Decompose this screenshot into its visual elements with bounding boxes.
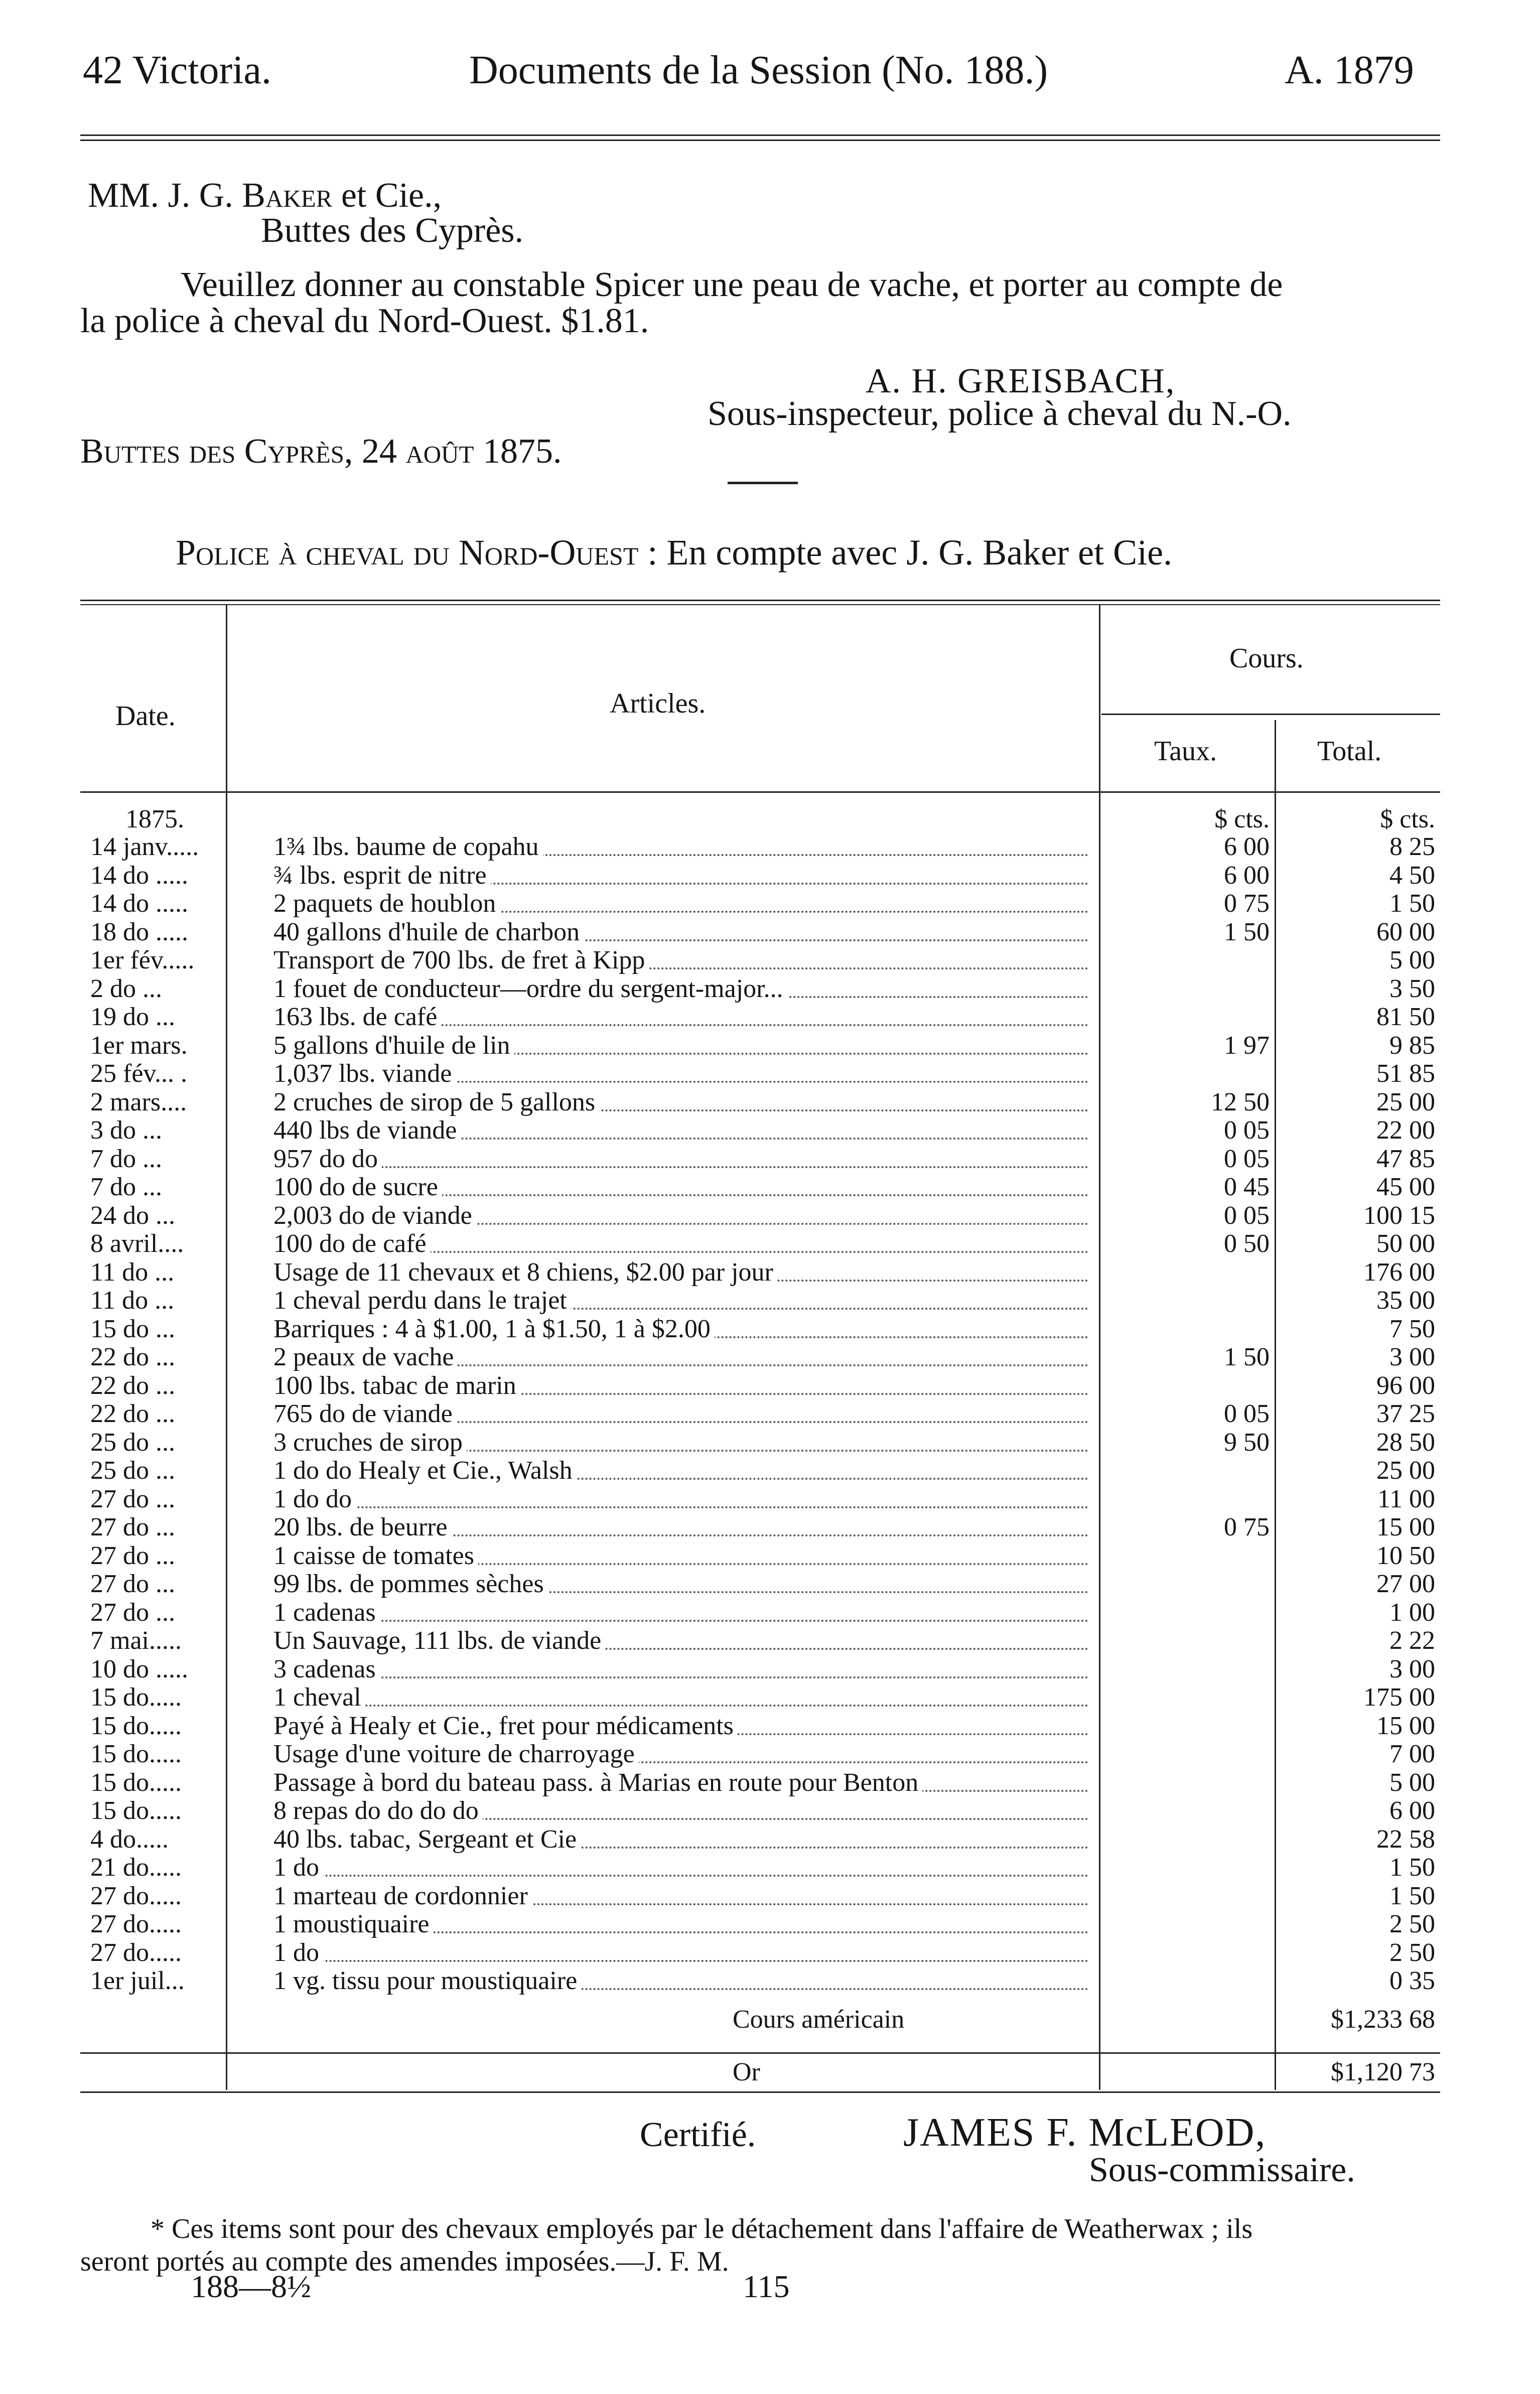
row-article	[273, 1003, 1091, 1031]
row-article	[273, 1740, 1091, 1768]
row-taux: 0 05	[1224, 1116, 1270, 1145]
letter-signer: A. H. GREISBACH,	[866, 362, 1176, 400]
row-article-text: 3 cruches de sirop	[273, 1429, 467, 1457]
table-row	[0, 1173, 1540, 1201]
row-total: 3 00	[1389, 1654, 1435, 1683]
table-row	[0, 1315, 1540, 1343]
row-article-text: 1 moustiquaire	[273, 1910, 434, 1938]
row-date: 27 do.....	[90, 1910, 182, 1938]
row-article	[273, 1116, 1091, 1145]
page-number: 115	[743, 2269, 790, 2304]
table-row	[0, 1400, 1540, 1428]
table-row	[0, 1429, 1540, 1457]
row-total: 2 50	[1389, 1938, 1435, 1967]
table-row	[0, 1060, 1540, 1088]
row-date: 21 do.....	[90, 1853, 182, 1882]
row-total: 28 50	[1376, 1428, 1435, 1457]
table-row	[0, 918, 1540, 946]
row-total: 37 25	[1376, 1399, 1435, 1428]
row-article-text: 100 lbs. tabac de marin	[273, 1372, 520, 1400]
row-total: 1 50	[1389, 1881, 1435, 1910]
table-row	[0, 1599, 1540, 1627]
letter-place-date: Buttes des Cyprès, 24 août 1875.	[80, 432, 562, 471]
row-article	[273, 1627, 1091, 1655]
row-article-text: 40 gallons d'huile de charbon	[273, 918, 584, 946]
row-date: 14 janv.....	[90, 832, 199, 861]
gold-total-label: Or	[733, 2058, 760, 2086]
row-total: 25 00	[1376, 1087, 1435, 1116]
row-taux: 1 50	[1224, 1343, 1270, 1371]
running-head-left: 42 Victoria.	[83, 48, 271, 92]
row-total: 4 50	[1389, 861, 1435, 890]
row-article	[273, 1032, 1091, 1060]
row-total: 51 85	[1376, 1059, 1435, 1088]
row-total: 96 00	[1376, 1371, 1435, 1400]
row-article	[273, 1173, 1091, 1201]
account-title-police: Police à cheval du Nord-Ouest :	[176, 532, 658, 573]
row-article	[273, 1910, 1091, 1938]
table-row	[0, 1372, 1540, 1400]
printer-signature-mark: 188—8½	[191, 2269, 311, 2304]
row-date: 27 do ...	[90, 1484, 175, 1513]
year-label: 1875.	[125, 805, 184, 833]
row-article-text: 3 cadenas	[273, 1655, 380, 1683]
row-total: 6 00	[1389, 1796, 1435, 1825]
row-article	[273, 833, 1091, 861]
row-article-text: 1 vg. tissu pour moustiquaire	[273, 1967, 581, 1995]
row-total: 81 50	[1376, 1003, 1435, 1031]
row-date: 18 do .....	[90, 917, 188, 946]
row-date: 19 do ...	[90, 1003, 175, 1031]
letter-body-line-2: la police à cheval du Nord-Ouest. $1.81.	[80, 302, 649, 340]
row-article	[273, 1967, 1091, 1995]
row-date: 24 do ...	[90, 1201, 175, 1230]
row-date: 25 do ...	[90, 1456, 175, 1485]
row-taux: 1 97	[1224, 1031, 1270, 1060]
table-row	[0, 1939, 1540, 1967]
table-row	[0, 1457, 1540, 1485]
row-total: 27 00	[1376, 1570, 1435, 1598]
footnote-line-2: seront portés au compte des amendes imposées.—J. F. M.	[80, 2246, 729, 2277]
row-article-text: 440 lbs de viande	[273, 1116, 461, 1145]
row-article-text: 957 do do	[273, 1145, 382, 1173]
row-date: 8 avril....	[90, 1229, 184, 1258]
row-article	[273, 1769, 1091, 1797]
row-article-text: Barriques : 4 à $1.00, 1 à $1.50, 1 à $2.00	[273, 1315, 715, 1343]
row-taux: 0 05	[1224, 1144, 1270, 1173]
row-date: 27 do.....	[90, 1881, 182, 1910]
row-total: 45 00	[1376, 1173, 1435, 1201]
row-article-text: 765 do de viande	[273, 1400, 457, 1428]
row-article-text: 1 caisse de tomates	[273, 1542, 478, 1570]
row-article	[273, 1343, 1091, 1371]
row-article-text: 5 gallons d'huile de lin	[273, 1032, 514, 1060]
row-taux: 6 00	[1224, 832, 1270, 861]
table-row	[0, 1910, 1540, 1938]
row-total: 10 50	[1376, 1541, 1435, 1570]
row-article	[273, 1088, 1091, 1116]
row-article-text: Payé à Healy et Cie., fret pour médicaments	[273, 1712, 738, 1740]
taux-unit: $ cts.	[1214, 805, 1270, 833]
table-row	[0, 890, 1540, 918]
row-total: 175 00	[1363, 1683, 1435, 1712]
row-taux: 9 50	[1224, 1428, 1270, 1457]
table-row	[0, 1287, 1540, 1315]
row-article-text: Passage à bord du bateau pass. à Marias en route pour Benton	[273, 1769, 922, 1797]
table-row	[0, 975, 1540, 1003]
row-article-text: 1 fouet de conducteur—ordre du sergent-major...	[273, 975, 787, 1003]
row-article	[273, 1825, 1091, 1854]
row-total: 15 00	[1376, 1513, 1435, 1541]
row-total: 15 00	[1376, 1711, 1435, 1740]
row-total: 7 00	[1389, 1740, 1435, 1768]
gold-total-value: $1,120 73	[1331, 2058, 1435, 2086]
row-article	[273, 1287, 1091, 1315]
row-article	[273, 1457, 1091, 1485]
row-article	[273, 1854, 1091, 1882]
row-article-text: 2 peaux de vache	[273, 1343, 458, 1371]
row-taux: 6 00	[1224, 861, 1270, 890]
table-row	[0, 1967, 1540, 1995]
row-date: 25 do ...	[90, 1428, 175, 1457]
row-article	[273, 1655, 1091, 1683]
row-total: 2 22	[1389, 1626, 1435, 1655]
table-row	[0, 1542, 1540, 1570]
row-total: 3 50	[1389, 974, 1435, 1003]
row-article	[273, 1230, 1091, 1258]
row-date: 11 do ...	[90, 1257, 175, 1287]
row-article	[273, 1797, 1091, 1825]
row-article	[273, 1542, 1091, 1570]
addressee-prefix: MM. J. G.	[88, 176, 242, 215]
row-article	[273, 890, 1091, 918]
row-date: 27 do ...	[90, 1541, 175, 1570]
row-total: 11 00	[1377, 1484, 1435, 1513]
total-unit: $ cts.	[1380, 805, 1435, 833]
row-total: 7 50	[1389, 1314, 1435, 1343]
letter-addressee	[88, 176, 442, 216]
row-total: 1 00	[1389, 1598, 1435, 1627]
row-article-text: 8 repas do do do do	[273, 1797, 483, 1825]
letter-signer-title: Sous-inspecteur, police à cheval du N.-O.	[708, 394, 1292, 433]
row-total: 22 58	[1376, 1824, 1435, 1854]
row-date: 27 do ...	[90, 1570, 175, 1598]
row-taux: 1 50	[1224, 917, 1270, 946]
row-article	[273, 1372, 1091, 1400]
row-date: 22 do ...	[90, 1399, 175, 1428]
row-article	[273, 1683, 1091, 1712]
running-head-title: Documents de la Session (No. 188.)	[469, 48, 1048, 92]
table-row	[0, 862, 1540, 890]
table-row	[0, 1088, 1540, 1116]
row-article	[273, 1599, 1091, 1627]
row-article	[273, 1400, 1091, 1428]
row-total: 50 00	[1376, 1229, 1435, 1258]
certified-label: Certifié.	[640, 2116, 756, 2154]
closing-signer-title: Sous-commissaire.	[1089, 2151, 1355, 2189]
row-article	[273, 1315, 1091, 1343]
running-head-year: A. 1879	[1285, 48, 1414, 92]
table-row	[0, 1683, 1540, 1712]
row-date: 10 do .....	[90, 1654, 188, 1683]
table-row	[0, 1655, 1540, 1683]
table-row	[0, 1712, 1540, 1740]
table-row	[0, 1032, 1540, 1060]
header-articles: Articles.	[610, 688, 706, 719]
row-total: 1 50	[1389, 1853, 1435, 1882]
row-taux: 0 75	[1224, 1513, 1270, 1541]
row-article-text: 1 do do Healy et Cie., Walsh	[273, 1457, 577, 1485]
row-date: 15 do.....	[90, 1796, 182, 1825]
row-date: 15 do.....	[90, 1768, 182, 1797]
row-date: 27 do.....	[90, 1938, 182, 1967]
letter-body-line-1: Veuillez donner au constable Spicer une peau de vache, et porter au compte de	[181, 265, 1283, 304]
header-date: Date.	[115, 700, 176, 732]
row-article	[273, 1882, 1091, 1910]
row-article-text: Un Sauvage, 111 lbs. de viande	[273, 1627, 605, 1655]
row-total: 3 00	[1389, 1343, 1435, 1371]
row-article-text: 1 do do	[273, 1485, 356, 1513]
row-total: 22 00	[1376, 1116, 1435, 1145]
row-total: 0 35	[1389, 1966, 1435, 1995]
row-article-text: 163 lbs. de café	[273, 1003, 441, 1031]
row-article-text: Transport de 700 lbs. de fret à Kipp	[273, 946, 649, 974]
row-date: 4 do.....	[90, 1824, 169, 1854]
row-article-text: 1 marteau de cordonnier	[273, 1882, 532, 1910]
closing-signer: JAMES F. McLEOD,	[903, 2110, 1267, 2155]
row-article	[273, 1513, 1091, 1541]
units-row	[0, 805, 1540, 833]
row-date: 27 do ...	[90, 1598, 175, 1627]
row-article	[273, 946, 1091, 974]
table-row	[0, 1627, 1540, 1655]
row-article-text: 1,037 lbs. viande	[273, 1060, 456, 1088]
row-article	[273, 1145, 1091, 1173]
account-title-rest: En compte avec J. G. Baker et Cie.	[657, 532, 1173, 573]
row-taux: 0 50	[1224, 1229, 1270, 1258]
table-row	[0, 1202, 1540, 1230]
row-article-text: 2 cruches de sirop de 5 gallons	[273, 1088, 599, 1116]
row-article-text: 1 do	[273, 1854, 323, 1882]
row-date: 15 do ...	[90, 1314, 175, 1343]
table-row	[0, 1882, 1540, 1910]
row-article	[273, 1429, 1091, 1457]
row-article-text: 99 lbs. de pommes sèches	[273, 1570, 548, 1598]
table-row	[0, 1825, 1540, 1854]
row-date: 15 do.....	[90, 1740, 182, 1768]
row-article	[273, 862, 1091, 890]
row-date: 1er mars.	[90, 1031, 188, 1060]
header-bottom-rule	[80, 791, 1440, 793]
row-date: 22 do ...	[90, 1343, 175, 1371]
row-total: 100 15	[1363, 1201, 1435, 1230]
row-article-text: 1 cheval	[273, 1683, 365, 1712]
row-taux: 0 75	[1224, 889, 1270, 918]
cours-subheader-rule	[1101, 714, 1440, 715]
row-total: 35 00	[1376, 1286, 1435, 1315]
table-row	[0, 1003, 1540, 1031]
american-total-label: Cours américain	[733, 2005, 905, 2034]
row-date: 11 do ...	[90, 1286, 175, 1315]
row-date: 15 do.....	[90, 1711, 182, 1740]
row-date: 1er juil...	[90, 1966, 185, 1995]
addressee-name: Baker	[242, 176, 333, 215]
row-date: 22 do ...	[90, 1371, 175, 1400]
row-date: 14 do .....	[90, 861, 188, 890]
table-row	[0, 1769, 1540, 1797]
row-article-text: ¾ lbs. esprit de nitre	[273, 862, 491, 890]
table-row	[0, 1145, 1540, 1173]
row-total: 47 85	[1376, 1144, 1435, 1173]
row-taux: 0 05	[1224, 1201, 1270, 1230]
row-total: 5 00	[1389, 946, 1435, 974]
addressee-suffix: et Cie.,	[332, 176, 442, 215]
account-title	[176, 532, 1172, 574]
table-row	[0, 1116, 1540, 1145]
row-date: 3 do ...	[90, 1116, 162, 1145]
addressee-place: Buttes des Cyprès.	[261, 211, 524, 250]
row-total: 8 25	[1389, 832, 1435, 861]
table-row	[0, 1740, 1540, 1768]
american-total-value: $1,233 68	[1331, 2005, 1435, 2034]
row-article-text: 1 do	[273, 1939, 323, 1967]
table-row	[0, 1258, 1540, 1287]
row-article-text: 100 do de café	[273, 1230, 431, 1258]
table-row	[0, 1230, 1540, 1258]
row-article	[273, 1060, 1091, 1088]
row-total: 9 85	[1389, 1031, 1435, 1060]
table-row	[0, 1797, 1540, 1825]
table-row	[0, 833, 1540, 861]
row-total: 2 50	[1389, 1910, 1435, 1938]
row-taux: 0 45	[1224, 1173, 1270, 1201]
footnote-line-1: * Ces items sont pour des chevaux employés par le détachement dans l'affaire de Weatherwax ; ils	[151, 2213, 1253, 2244]
row-article-text: 20 lbs. de beurre	[273, 1513, 452, 1541]
row-article	[273, 1202, 1091, 1230]
header-taux: Taux.	[1154, 736, 1217, 767]
row-date: 14 do .....	[90, 889, 188, 918]
totals-rule	[80, 2052, 1440, 2054]
row-article	[273, 918, 1091, 946]
header-double-rule	[80, 134, 1440, 141]
row-total: 60 00	[1376, 917, 1435, 946]
row-total: 25 00	[1376, 1456, 1435, 1485]
table-row	[0, 1854, 1540, 1882]
table-row	[0, 1343, 1540, 1371]
totals-divider	[1275, 2002, 1276, 2090]
row-date: 7 mai.....	[90, 1626, 182, 1655]
row-article	[273, 975, 1091, 1003]
row-article-text: 1¾ lbs. baume de copahu	[273, 833, 543, 861]
table-top-rule	[80, 600, 1440, 605]
header-total: Total.	[1317, 736, 1382, 767]
row-article-text: Usage d'une voiture de charroyage	[273, 1740, 639, 1768]
table-row	[0, 1513, 1540, 1541]
row-date: 27 do ...	[90, 1513, 175, 1541]
row-total: 176 00	[1363, 1257, 1435, 1287]
row-date: 2 do ...	[90, 974, 162, 1003]
row-article-text: 100 do de sucre	[273, 1173, 442, 1201]
row-total: 1 50	[1389, 889, 1435, 918]
row-date: 7 do ...	[90, 1144, 162, 1173]
row-article	[273, 1570, 1091, 1598]
row-taux: 12 50	[1211, 1087, 1270, 1116]
table-row	[0, 946, 1540, 974]
header-cours: Cours.	[1229, 643, 1304, 674]
row-article-text: 2,003 do de viande	[273, 1202, 476, 1230]
table-row	[0, 1485, 1540, 1513]
row-article	[273, 1939, 1091, 1967]
row-date: 1er fév.....	[90, 946, 195, 974]
row-article-text: 2 paquets de houblon	[273, 890, 500, 918]
row-article	[273, 1485, 1091, 1513]
row-date: 25 fév... .	[90, 1059, 188, 1088]
row-article-text: 1 cheval perdu dans le trajet	[273, 1287, 571, 1315]
table-row	[0, 1570, 1540, 1598]
row-total: 5 00	[1389, 1768, 1435, 1797]
row-article	[273, 1712, 1091, 1740]
row-article	[273, 1258, 1091, 1287]
row-date: 2 mars....	[90, 1087, 187, 1116]
row-article-text: 1 cadenas	[273, 1599, 380, 1627]
row-article-text: 40 lbs. tabac, Sergeant et Cie	[273, 1825, 581, 1854]
row-date: 15 do.....	[90, 1683, 182, 1712]
table-bottom-rule	[80, 2091, 1440, 2093]
row-date: 7 do ...	[90, 1173, 162, 1201]
section-divider	[728, 482, 798, 484]
row-taux: 0 05	[1224, 1399, 1270, 1428]
row-article-text: Usage de 11 chevaux et 8 chiens, $2.00 par jour	[273, 1258, 777, 1287]
